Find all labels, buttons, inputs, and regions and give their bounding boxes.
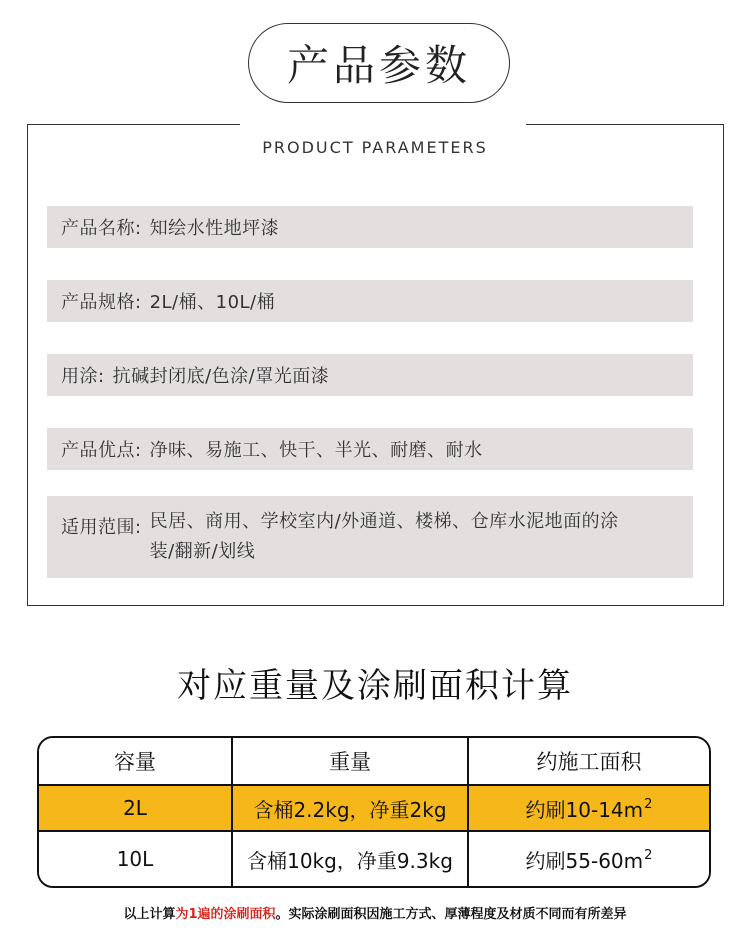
capacity-cell: 2L	[39, 786, 233, 830]
area-cell	[469, 832, 709, 886]
table-header-row	[39, 738, 709, 784]
weight-cell: 含桶2.2kg，净重2kg	[233, 786, 469, 830]
param-row-usage	[47, 354, 693, 396]
header-area: 约施工面积	[536, 750, 642, 774]
capacity-cell: 10L	[39, 832, 233, 886]
footnote-part3: 。实际涂刷面积因施工方式、厚薄程度及材质不同而有所差异	[275, 907, 627, 922]
table-row	[39, 784, 709, 832]
header-capacity: 容量	[39, 738, 233, 784]
page-subtitle: PRODUCT PARAMETERS	[262, 138, 488, 157]
param-value: 民居、商用、学校室内/外通道、楼梯、仓库水泥地面的涂装/翻新/划线	[149, 511, 619, 562]
section-title-badge	[248, 23, 510, 103]
header-weight: 重量	[233, 738, 469, 784]
footnote	[0, 903, 750, 922]
area-value: 约刷55-60m	[525, 848, 644, 873]
param-value: 知绘水性地坪漆	[149, 218, 280, 239]
area-cell	[469, 786, 709, 830]
page-title: 产品参数	[286, 41, 471, 90]
param-row-advantages	[47, 428, 693, 470]
param-label: 用涂:	[61, 366, 105, 387]
param-row-spec	[47, 280, 693, 322]
area-value: 约刷10-14m	[525, 797, 644, 822]
param-label: 适用范围:	[61, 517, 142, 538]
param-value: 净味、易施工、快干、半光、耐磨、耐水	[149, 440, 483, 461]
weight-cell: 含桶10kg，净重9.3kg	[233, 832, 469, 886]
area-unit-superscript: 2	[644, 796, 653, 812]
param-label: 产品优点:	[61, 440, 142, 461]
param-value: 2L/桶、10L/桶	[149, 292, 276, 313]
param-row-name	[47, 206, 693, 248]
param-label: 产品名称:	[61, 218, 142, 239]
calc-title: 对应重量及涂刷面积计算	[177, 666, 573, 706]
param-label: 产品规格:	[61, 292, 142, 313]
calc-table	[37, 736, 711, 888]
footnote-highlight: 为1遍的涂刷面积	[175, 907, 276, 922]
param-value: 抗碱封闭底/色涂/罩光面漆	[112, 366, 330, 387]
param-row-scope	[47, 496, 693, 578]
table-row	[39, 832, 709, 886]
area-unit-superscript: 2	[644, 847, 653, 863]
footnote-part1: 以上计算	[123, 907, 176, 922]
